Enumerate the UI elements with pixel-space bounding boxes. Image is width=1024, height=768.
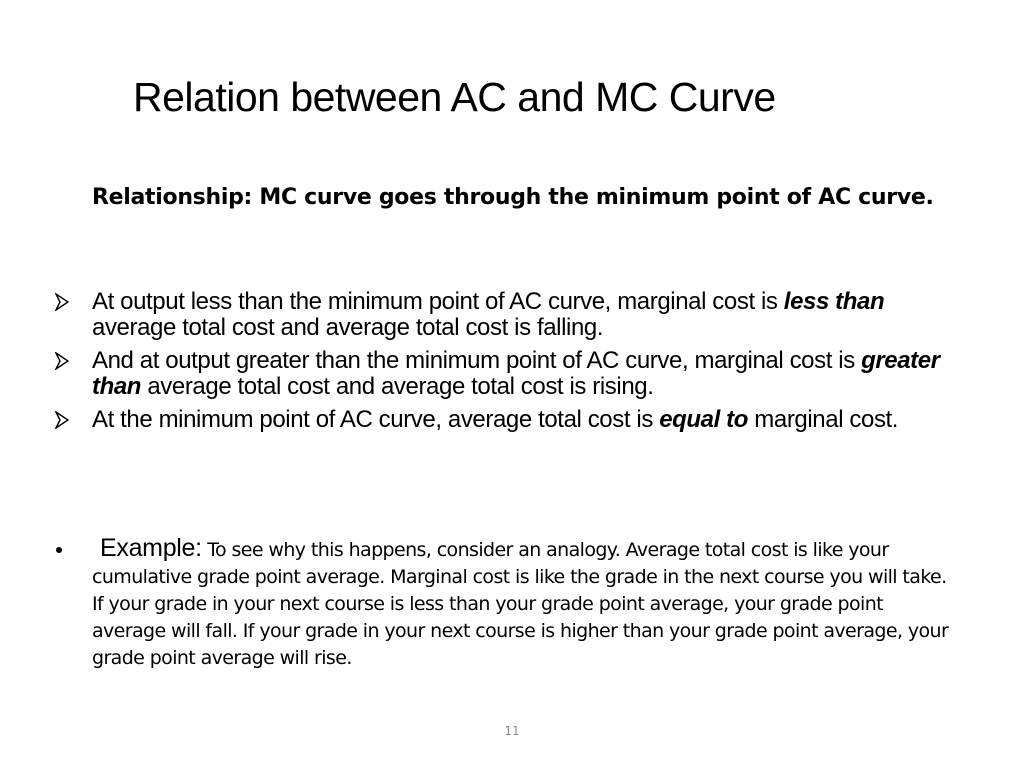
point-text-before: At output less than the minimum point of AC curve, marginal cost is	[92, 288, 784, 315]
point-emphasis: greater than	[92, 347, 940, 400]
slide-title: Relation between AC and MC Curve	[133, 74, 776, 120]
example-block	[50, 535, 950, 672]
arrow-bullet-icon	[55, 293, 69, 311]
page-number: 11	[504, 724, 520, 738]
arrow-bullet-icon	[55, 411, 69, 429]
relationship-statement: Relationship: MC curve goes through the minimum point of AC curve.	[92, 185, 934, 210]
point-text-before: And at output greater than the minimum point of AC curve, marginal cost is	[92, 347, 862, 374]
point-text-after: average total cost and average total cost is rising.	[141, 373, 654, 400]
point-emphasis: equal to	[659, 406, 749, 433]
example-text: To see why this happens, consider an analogy. Average total cost is like your cumulative grade point average. Marginal cost is like the grade in the next course you will take. If your grade in your next course is less than your grade point average, your grade point average will fall. If your grade in your next course is higher than your grade point average, your grade point average will rise.	[92, 539, 949, 669]
dot-bullet-icon	[56, 547, 62, 553]
point-item-less-than	[50, 289, 950, 341]
point-item-greater-than	[50, 348, 950, 400]
point-text-after: average total cost and average total cost is falling.	[92, 314, 604, 341]
point-item-equal-to	[50, 407, 950, 433]
example-paragraph	[50, 535, 950, 672]
point-emphasis: less than	[783, 288, 885, 315]
point-text-before: At the minimum point of AC curve, average total cost is	[92, 406, 660, 433]
point-text-after: marginal cost.	[748, 406, 899, 433]
example-label: Example:	[100, 534, 202, 562]
arrow-bullet-icon	[55, 352, 69, 370]
key-points-list	[50, 289, 950, 440]
